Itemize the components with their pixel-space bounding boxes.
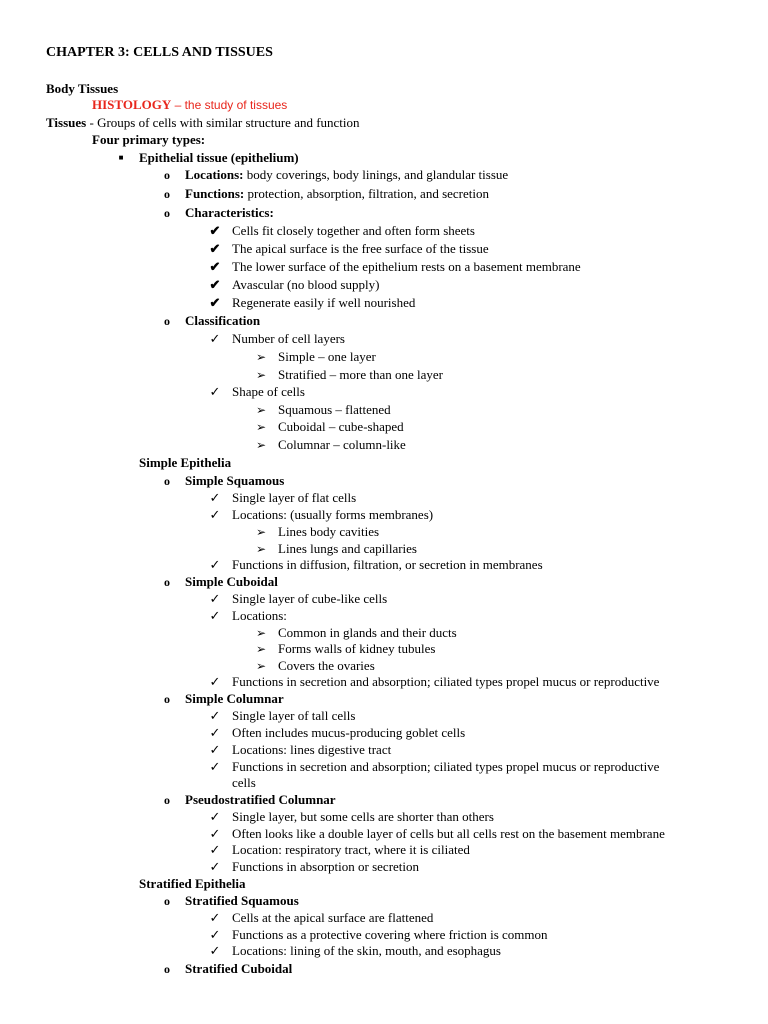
list-item-text: Functions in diffusion, filtration, or secretion in membranes <box>232 557 543 572</box>
list-item-text: Covers the ovaries <box>278 658 375 673</box>
list-item-text: Avascular (no blood supply) <box>232 277 380 292</box>
circle-bullet-icon: o <box>164 314 170 328</box>
list-item-text: Locations: lining of the skin, mouth, and esophagus <box>232 943 501 958</box>
arrow-bullet-icon: ➢ <box>255 403 267 417</box>
list-item <box>208 909 433 926</box>
checkmark-icon: ✔ <box>209 295 221 310</box>
arrow-bullet-icon: ➢ <box>255 525 267 539</box>
checkmark-icon: ✓ <box>209 759 221 774</box>
list-item <box>254 436 406 454</box>
list-item-text: Cuboidal – cube-shaped <box>278 419 404 434</box>
list-item-continuation: cells <box>232 775 256 790</box>
list-item-text: Regenerate easily if well nourished <box>232 295 416 310</box>
functions-label: Functions: <box>185 186 245 201</box>
list-item-text: Common in glands and their ducts <box>278 625 457 640</box>
checkmark-icon: ✓ <box>209 725 221 740</box>
checkmark-icon: ✓ <box>209 331 221 346</box>
checkmark-icon: ✓ <box>209 708 221 723</box>
list-item <box>208 590 387 607</box>
list-item-text: Lines lungs and capillaries <box>278 541 417 556</box>
list-item-text: Functions as a protective covering where friction is common <box>232 927 548 942</box>
simple-cuboidal-heading: Simple Cuboidal <box>185 574 278 589</box>
list-item-text: Squamous – flattened <box>278 402 391 417</box>
list-item <box>254 640 435 658</box>
functions-line <box>161 185 489 203</box>
list-item-text: Simple – one layer <box>278 349 376 364</box>
heading-body-tissues: Body Tissues <box>46 81 119 96</box>
list-item <box>208 607 287 624</box>
checkmark-icon: ✔ <box>209 277 221 292</box>
locations-line <box>161 166 508 184</box>
checkmark-icon: ✓ <box>209 674 221 689</box>
list-item-text: Lines body cavities <box>278 524 380 539</box>
list-item-text: Single layer, but some cells are shorter than others <box>232 809 494 824</box>
stratified-squamous-heading: Stratified Squamous <box>185 893 299 908</box>
list-item-text: Forms walls of kidney tubules <box>278 641 436 656</box>
histology-definition: – the study of tissues <box>171 98 288 112</box>
list-item <box>208 758 659 775</box>
pseudostratified-line <box>161 791 336 809</box>
checkmark-icon: ✓ <box>209 557 221 572</box>
list-item <box>208 240 489 257</box>
locations-text: body coverings, body linings, and glandular tissue <box>243 167 509 182</box>
circle-bullet-icon: o <box>164 793 170 807</box>
histology-term: HISTOLOGY <box>92 97 172 112</box>
list-item-text: Single layer of tall cells <box>232 708 356 723</box>
checkmark-icon: ✓ <box>209 809 221 824</box>
chapter-title: CHAPTER 3: CELLS AND TISSUES <box>46 45 273 60</box>
circle-bullet-icon: o <box>164 206 170 220</box>
list-item <box>208 222 475 239</box>
checkmark-icon: ✓ <box>209 943 221 958</box>
epithelial-heading: Epithelial tissue (epithelium) <box>139 150 299 165</box>
checkmark-icon: ✔ <box>209 259 221 274</box>
list-item <box>208 741 391 758</box>
circle-bullet-icon: o <box>164 168 170 182</box>
heading-stratified-epithelia: Stratified Epithelia <box>139 876 246 891</box>
list-item <box>208 724 465 741</box>
list-item-text: Single layer of flat cells <box>232 490 357 505</box>
simple-squamous-line <box>161 472 284 490</box>
arrow-bullet-icon: ➢ <box>255 350 267 364</box>
arrow-bullet-icon: ➢ <box>255 626 267 640</box>
characteristics-line <box>161 204 274 222</box>
checkmark-icon: ✓ <box>209 608 221 623</box>
list-item <box>208 707 355 724</box>
arrow-bullet-icon: ➢ <box>255 542 267 556</box>
list-item <box>208 825 665 842</box>
list-item <box>254 348 376 366</box>
list-item <box>208 808 494 825</box>
list-item <box>208 926 548 943</box>
list-item-text: Functions in secretion and absorption; ciliated types propel mucus or reproductive <box>232 759 660 774</box>
arrow-bullet-icon: ➢ <box>255 420 267 434</box>
list-item-text: Locations: lines digestive tract <box>232 742 392 757</box>
classification-heading: Classification <box>185 313 261 328</box>
list-item-text: Cells fit closely together and often form sheets <box>232 223 475 238</box>
list-item-text: Locations: (usually forms membranes) <box>232 507 434 522</box>
characteristics-heading: Characteristics: <box>185 205 274 220</box>
simple-columnar-line <box>161 690 284 708</box>
epithelial-line <box>115 149 299 166</box>
tissues-definition: - Groups of cells with similar structure and function <box>86 115 360 130</box>
simple-squamous-heading: Simple Squamous <box>185 473 285 488</box>
checkmark-icon: ✓ <box>209 910 221 925</box>
list-item-text: Functions in absorption or secretion <box>232 859 420 874</box>
four-primary-types: Four primary types: <box>92 132 206 147</box>
square-bullet-icon: ■ <box>118 153 124 162</box>
tissues-line <box>46 114 360 131</box>
tissues-term: Tissues <box>46 115 87 130</box>
circle-bullet-icon: o <box>164 894 170 908</box>
list-item <box>208 330 345 347</box>
list-item-text: Shape of cells <box>232 384 305 399</box>
list-item <box>208 673 659 690</box>
classification-line <box>161 312 260 330</box>
pseudostratified-heading: Pseudostratified Columnar <box>185 792 336 807</box>
checkmark-icon: ✔ <box>209 223 221 238</box>
list-item-text: Functions in secretion and absorption; ciliated types propel mucus or reproductive <box>232 674 660 689</box>
list-item-text: The lower surface of the epithelium rests on a basement membrane <box>232 259 581 274</box>
functions-text: protection, absorption, filtration, and secretion <box>244 186 489 201</box>
checkmark-icon: ✓ <box>209 507 221 522</box>
locations-label: Locations: <box>185 167 244 182</box>
list-item-text: Locations: <box>232 608 287 623</box>
checkmark-icon: ✓ <box>209 591 221 606</box>
list-item <box>208 942 501 959</box>
list-item-text: Often includes mucus-producing goblet cells <box>232 725 466 740</box>
circle-bullet-icon: o <box>164 474 170 488</box>
list-item <box>254 366 443 384</box>
arrow-bullet-icon: ➢ <box>255 659 267 673</box>
list-item <box>208 841 470 858</box>
list-item <box>208 556 543 573</box>
circle-bullet-icon: o <box>164 692 170 706</box>
heading-simple-epithelia: Simple Epithelia <box>139 455 232 470</box>
arrow-bullet-icon: ➢ <box>255 368 267 382</box>
list-item <box>254 418 404 436</box>
list-item-text: Location: respiratory tract, where it is ciliated <box>232 842 470 857</box>
list-item-text: Cells at the apical surface are flattened <box>232 910 434 925</box>
circle-bullet-icon: o <box>164 575 170 589</box>
list-item <box>208 506 433 523</box>
histology-line <box>92 96 287 114</box>
checkmark-icon: ✓ <box>209 490 221 505</box>
list-item-text: Stratified – more than one layer <box>278 367 443 382</box>
arrow-bullet-icon: ➢ <box>255 642 267 656</box>
checkmark-icon: ✓ <box>209 927 221 942</box>
stratified-cuboidal-heading: Stratified Cuboidal <box>185 961 293 976</box>
list-item <box>208 858 419 875</box>
list-item-text: Columnar – column-like <box>278 437 406 452</box>
checkmark-icon: ✓ <box>209 859 221 874</box>
list-item-text: Often looks like a double layer of cells but all cells rest on the basement membrane <box>232 826 665 841</box>
checkmark-icon: ✓ <box>209 842 221 857</box>
circle-bullet-icon: o <box>164 187 170 201</box>
list-item <box>254 401 391 419</box>
list-item-text: Number of cell layers <box>232 331 345 346</box>
stratified-squamous-line <box>161 892 299 910</box>
circle-bullet-icon: o <box>164 962 170 976</box>
checkmark-icon: ✓ <box>209 826 221 841</box>
list-item-text: Single layer of cube-like cells <box>232 591 388 606</box>
list-item <box>208 383 305 400</box>
checkmark-icon: ✓ <box>209 742 221 757</box>
simple-cuboidal-line <box>161 573 278 591</box>
list-item-text: The apical surface is the free surface of the tissue <box>232 241 489 256</box>
list-item <box>254 523 379 541</box>
simple-columnar-heading: Simple Columnar <box>185 691 284 706</box>
list-item <box>208 294 415 311</box>
list-item <box>208 489 356 506</box>
checkmark-icon: ✓ <box>209 384 221 399</box>
list-item <box>208 276 379 293</box>
checkmark-icon: ✔ <box>209 241 221 256</box>
list-item <box>208 258 581 275</box>
stratified-cuboidal-line <box>161 960 292 978</box>
arrow-bullet-icon: ➢ <box>255 438 267 452</box>
